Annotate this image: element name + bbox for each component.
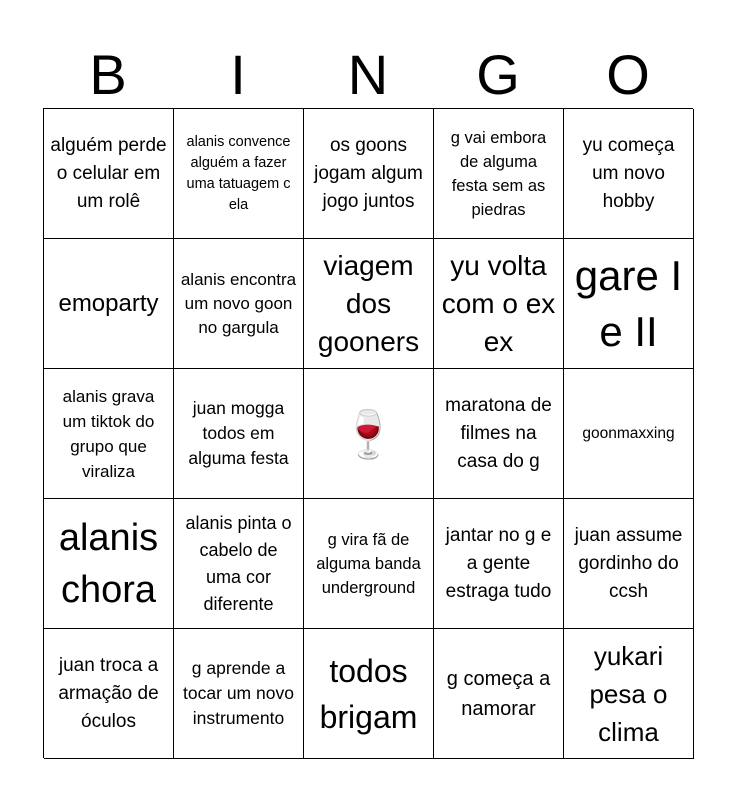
bingo-cell[interactable] [174, 239, 304, 369]
cell-text: goonmaxxing [582, 425, 675, 442]
cell-text: g começa a namorar [446, 667, 551, 720]
cell-text: yu começa um novo hobby [582, 134, 675, 212]
bingo-header [43, 42, 693, 108]
wine-glass-icon: 🍷 [339, 407, 398, 460]
bingo-cell[interactable] [564, 109, 694, 239]
bingo-cell[interactable] [564, 499, 694, 629]
bingo-cell[interactable] [304, 629, 434, 759]
bingo-cell[interactable] [44, 239, 174, 369]
free-space-cell[interactable] [304, 369, 434, 499]
cell-text: gare I e II [574, 251, 683, 355]
cell-text: g vai embora de alguma festa sem as piedras [450, 128, 547, 219]
bingo-cell[interactable] [304, 499, 434, 629]
header-letter-i: I [230, 43, 246, 106]
header-letter-b: B [89, 43, 127, 106]
bingo-cell[interactable] [564, 239, 694, 369]
header-letter-n: N [347, 43, 389, 106]
bingo-cell[interactable] [434, 629, 564, 759]
bingo-cell[interactable] [174, 369, 304, 499]
cell-text: alanis chora [58, 516, 159, 611]
bingo-cell[interactable] [434, 499, 564, 629]
bingo-cell[interactable] [304, 239, 434, 369]
bingo-cell[interactable] [304, 109, 434, 239]
cell-text: g vira fã de alguma banda underground [316, 530, 421, 597]
cell-text: g aprende a tocar um novo instrumento [183, 658, 294, 728]
bingo-cell[interactable] [174, 109, 304, 239]
bingo-cell[interactable] [434, 239, 564, 369]
bingo-cell[interactable] [174, 629, 304, 759]
bingo-cell[interactable] [44, 629, 174, 759]
bingo-cell[interactable] [564, 629, 694, 759]
cell-text: juan troca a armação de óculos [58, 654, 159, 732]
bingo-card-grid [43, 108, 693, 758]
cell-text: os goons jogam algum jogo juntos [314, 134, 423, 212]
bingo-cell[interactable] [434, 369, 564, 499]
cell-text: juan mogga todos em alguma festa [188, 398, 289, 468]
bingo-cell[interactable] [434, 109, 564, 239]
cell-text: todos brigam [319, 652, 418, 735]
bingo-cell[interactable] [564, 369, 694, 499]
cell-text: maratona de filmes na casa do g [445, 394, 552, 472]
bingo-cell[interactable] [44, 369, 174, 499]
bingo-cell[interactable] [44, 499, 174, 629]
cell-text: jantar no g e a gente estraga tudo [445, 524, 552, 602]
cell-text: alanis convence alguém a fazer uma tatuagem c ela [186, 133, 291, 213]
cell-text: yukari pesa o clima [589, 640, 668, 747]
cell-text: emoparty [58, 289, 159, 317]
cell-text: juan assume gordinho do ccsh [574, 524, 683, 602]
cell-text: viagem dos gooners [317, 249, 420, 357]
cell-text: yu volta com o ex ex [441, 249, 556, 357]
cell-text: alanis grava um tiktok do grupo que viraliza [62, 386, 155, 481]
bingo-cell[interactable] [44, 109, 174, 239]
cell-text: alanis pinta o cabelo de uma cor diferente [185, 512, 292, 614]
header-letter-o: O [606, 43, 650, 106]
cell-text: alguém perde o celular em um rolê [50, 134, 167, 212]
header-letter-g: G [476, 43, 520, 106]
bingo-cell[interactable] [174, 499, 304, 629]
cell-text: alanis encontra um novo goon no gargula [180, 269, 297, 337]
